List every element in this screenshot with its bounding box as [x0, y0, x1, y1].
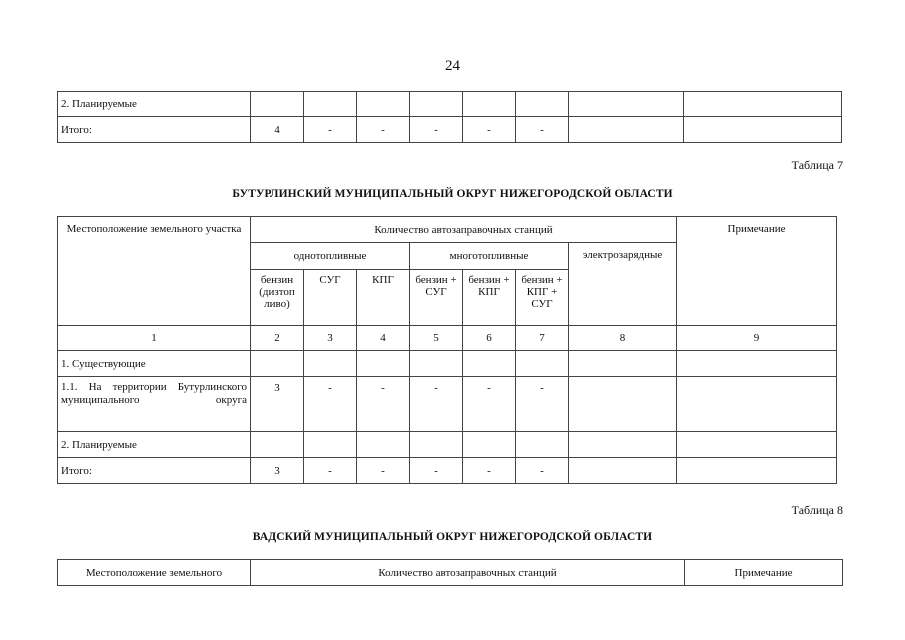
table-cell — [251, 92, 304, 117]
table-cell: - — [410, 458, 463, 484]
header-note: Примечание — [685, 560, 843, 586]
column-number: 8 — [569, 326, 677, 351]
table-cell — [251, 432, 304, 458]
table-7-label: Таблица 7 — [791, 158, 843, 172]
table-cell — [357, 351, 410, 377]
header-note: Примечание — [677, 217, 837, 326]
column-number: 2 — [251, 326, 304, 351]
table-cell — [569, 432, 677, 458]
table-cell — [677, 458, 837, 484]
table-row — [58, 458, 837, 484]
table-cell: - — [463, 377, 516, 432]
table-cell — [463, 432, 516, 458]
table-8-label: Таблица 8 — [791, 503, 843, 517]
table-cell: 4 — [251, 117, 304, 143]
table-row — [58, 351, 837, 377]
column-number: 3 — [304, 326, 357, 351]
page-number: 24 — [445, 58, 460, 74]
table-cell: - — [357, 117, 410, 143]
table-cell — [516, 351, 569, 377]
header-multi-fuel: многотопливные — [410, 243, 569, 270]
table-row — [58, 92, 842, 117]
header-row — [58, 560, 843, 586]
row-label: 1. Существующие — [58, 351, 251, 377]
table-cell: 3 — [251, 377, 304, 432]
table-cell — [410, 432, 463, 458]
table-cell: - — [410, 117, 463, 143]
table-cell: - — [516, 377, 569, 432]
table-8-heading: ВАДСКИЙ МУНИЦИПАЛЬНЫЙ ОКРУГ НИЖЕГОРОДСКОЙ ОБЛАСТИ — [252, 531, 653, 543]
column-number: 4 — [357, 326, 410, 351]
header-fuel-type: бензин + КПГ — [463, 270, 516, 326]
header-fuel-type: бензин + СУГ — [410, 270, 463, 326]
header-fuel-type: бензин (дизтоп ливо) — [251, 270, 304, 326]
table-cell — [569, 92, 684, 117]
row-label: Итого: — [58, 458, 251, 484]
table-cell: - — [516, 117, 569, 143]
table-row — [58, 117, 842, 143]
table-cell — [357, 432, 410, 458]
table-cell: - — [304, 458, 357, 484]
header-count: Количество автозаправочных станций — [251, 560, 685, 586]
column-number: 6 — [463, 326, 516, 351]
row-label — [58, 377, 251, 432]
table-cell — [463, 351, 516, 377]
table-cell — [304, 432, 357, 458]
table-cell: - — [304, 117, 357, 143]
header-location: Местоположение земельного участка — [58, 217, 251, 326]
table-cell: - — [463, 117, 516, 143]
table-cell — [516, 92, 569, 117]
table-row — [58, 377, 837, 432]
table-cell — [569, 377, 677, 432]
column-number: 9 — [677, 326, 837, 351]
table-cell: - — [357, 458, 410, 484]
header-electric: электрозарядные — [569, 243, 677, 326]
column-number: 5 — [410, 326, 463, 351]
table-cell — [304, 351, 357, 377]
column-number-row — [58, 326, 837, 351]
header-row — [58, 217, 837, 243]
header-fuel-type: бензин + КПГ + СУГ — [516, 270, 569, 326]
header-fuel-type: СУГ — [304, 270, 357, 326]
table-row — [58, 432, 837, 458]
table-cell — [410, 92, 463, 117]
header-single-fuel: однотопливные — [251, 243, 410, 270]
table-cell — [677, 377, 837, 432]
table-cell: - — [516, 458, 569, 484]
table-cell — [569, 458, 677, 484]
table-cell: - — [410, 377, 463, 432]
column-number: 7 — [516, 326, 569, 351]
continued-table — [57, 91, 842, 143]
column-number: 1 — [58, 326, 251, 351]
table-cell — [304, 92, 357, 117]
table-7-heading: БУТУРЛИНСКИЙ МУНИЦИПАЛЬНЫЙ ОКРУГ НИЖЕГОРОДСКОЙ ОБЛАСТИ — [232, 188, 673, 200]
table-cell: 3 — [251, 458, 304, 484]
table-cell: - — [304, 377, 357, 432]
row-label: Итого: — [58, 117, 251, 143]
table-cell — [684, 117, 842, 143]
table-cell — [463, 92, 516, 117]
table-cell — [357, 92, 410, 117]
table-7 — [57, 216, 837, 484]
header-fuel-type: КПГ — [357, 270, 410, 326]
table-cell — [516, 432, 569, 458]
table-cell: - — [463, 458, 516, 484]
header-location: Местоположение земельного — [58, 560, 251, 586]
table-cell — [569, 117, 684, 143]
table-cell — [410, 351, 463, 377]
row-label: 2. Планируемые — [58, 92, 251, 117]
table-cell — [677, 432, 837, 458]
table-cell — [684, 92, 842, 117]
header-count: Количество автозаправочных станций — [251, 217, 677, 243]
table-cell — [677, 351, 837, 377]
row-label-text: 1.1. На территории Бутурлинского муниципального округа — [61, 381, 247, 406]
table-8 — [57, 559, 843, 586]
table-cell — [569, 351, 677, 377]
table-cell: - — [357, 377, 410, 432]
row-label: 2. Планируемые — [58, 432, 251, 458]
table-cell — [251, 351, 304, 377]
